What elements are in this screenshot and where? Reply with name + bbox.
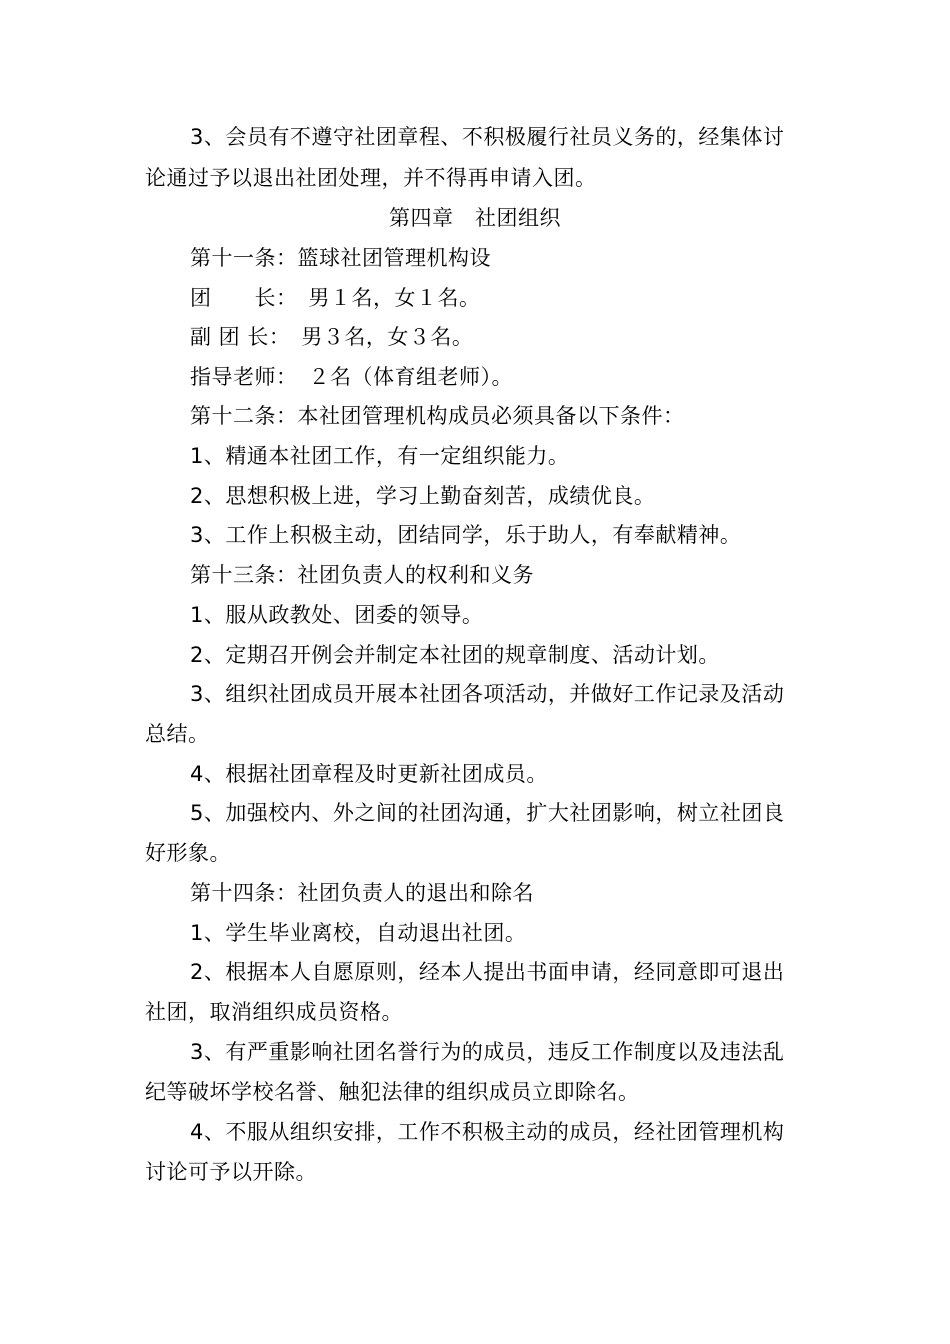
- paragraph-line: 3、会员有不遵守社团章程、不积极履行社员义务的，经集体讨: [190, 125, 785, 149]
- paragraph-line: 副 团 长： 男３名，女３名。: [190, 325, 474, 349]
- article-heading: 第十二条：本社团管理机构成员必须具备以下条件：: [190, 404, 685, 428]
- paragraph-line: 纪等破坏学校名誉、触犯法律的组织成员立即除名。: [145, 1080, 640, 1104]
- paragraph-line: 总结。: [145, 722, 210, 746]
- paragraph-line: 2、根据本人自愿原则，经本人提出书面申请，经同意即可退出: [190, 960, 785, 984]
- paragraph-line: 5、加强校内、外之间的社团沟通，扩大社团影响，树立社团良: [190, 801, 785, 825]
- paragraph-line: 1、学生毕业离校，自动退出社团。: [190, 921, 527, 945]
- paragraph-line: 好形象。: [145, 841, 231, 865]
- paragraph-line: 2、定期召开例会并制定本社团的规章制度、活动计划。: [190, 643, 720, 667]
- paragraph-line: 3、工作上积极主动，团结同学，乐于助人，有奉献精神。: [190, 523, 742, 547]
- article-heading: 第十三条：社团负责人的权利和义务: [190, 563, 534, 587]
- paragraph-line: 2、思想积极上进，学习上勤奋刻苦，成绩优良。: [190, 484, 656, 508]
- paragraph-line: 社团，取消组织成员资格。: [145, 1000, 403, 1024]
- paragraph-line: 4、不服从组织安排，工作不积极主动的成员，经社团管理机构: [190, 1120, 785, 1144]
- paragraph-line: 团 长： 男１名，女１名。: [190, 286, 481, 310]
- paragraph-line: 1、精通本社团工作，有一定组织能力。: [190, 444, 570, 468]
- chapter-heading: 第四章 社团组织: [389, 206, 561, 230]
- paragraph-line: 3、组织社团成员开展本社团各项活动，并做好工作记录及活动: [190, 682, 785, 706]
- paragraph-line: 指导老师： ２名（体育组老师）。: [190, 365, 513, 389]
- article-heading: 第十四条：社团负责人的退出和除名: [190, 881, 534, 905]
- article-heading: 第十一条：篮球社团管理机构设: [190, 246, 491, 270]
- paragraph-line: 讨论可予以开除。: [145, 1160, 317, 1184]
- paragraph-line: 论通过予以退出社团处理，并不得再申请入团。: [145, 166, 597, 190]
- paragraph-line: 3、有严重影响社团名誉行为的成员，违反工作制度以及违法乱: [190, 1040, 785, 1064]
- paragraph-line: 1、服从政教处、团委的领导。: [190, 603, 484, 627]
- paragraph-line: 4、根据社团章程及时更新社团成员。: [190, 762, 548, 786]
